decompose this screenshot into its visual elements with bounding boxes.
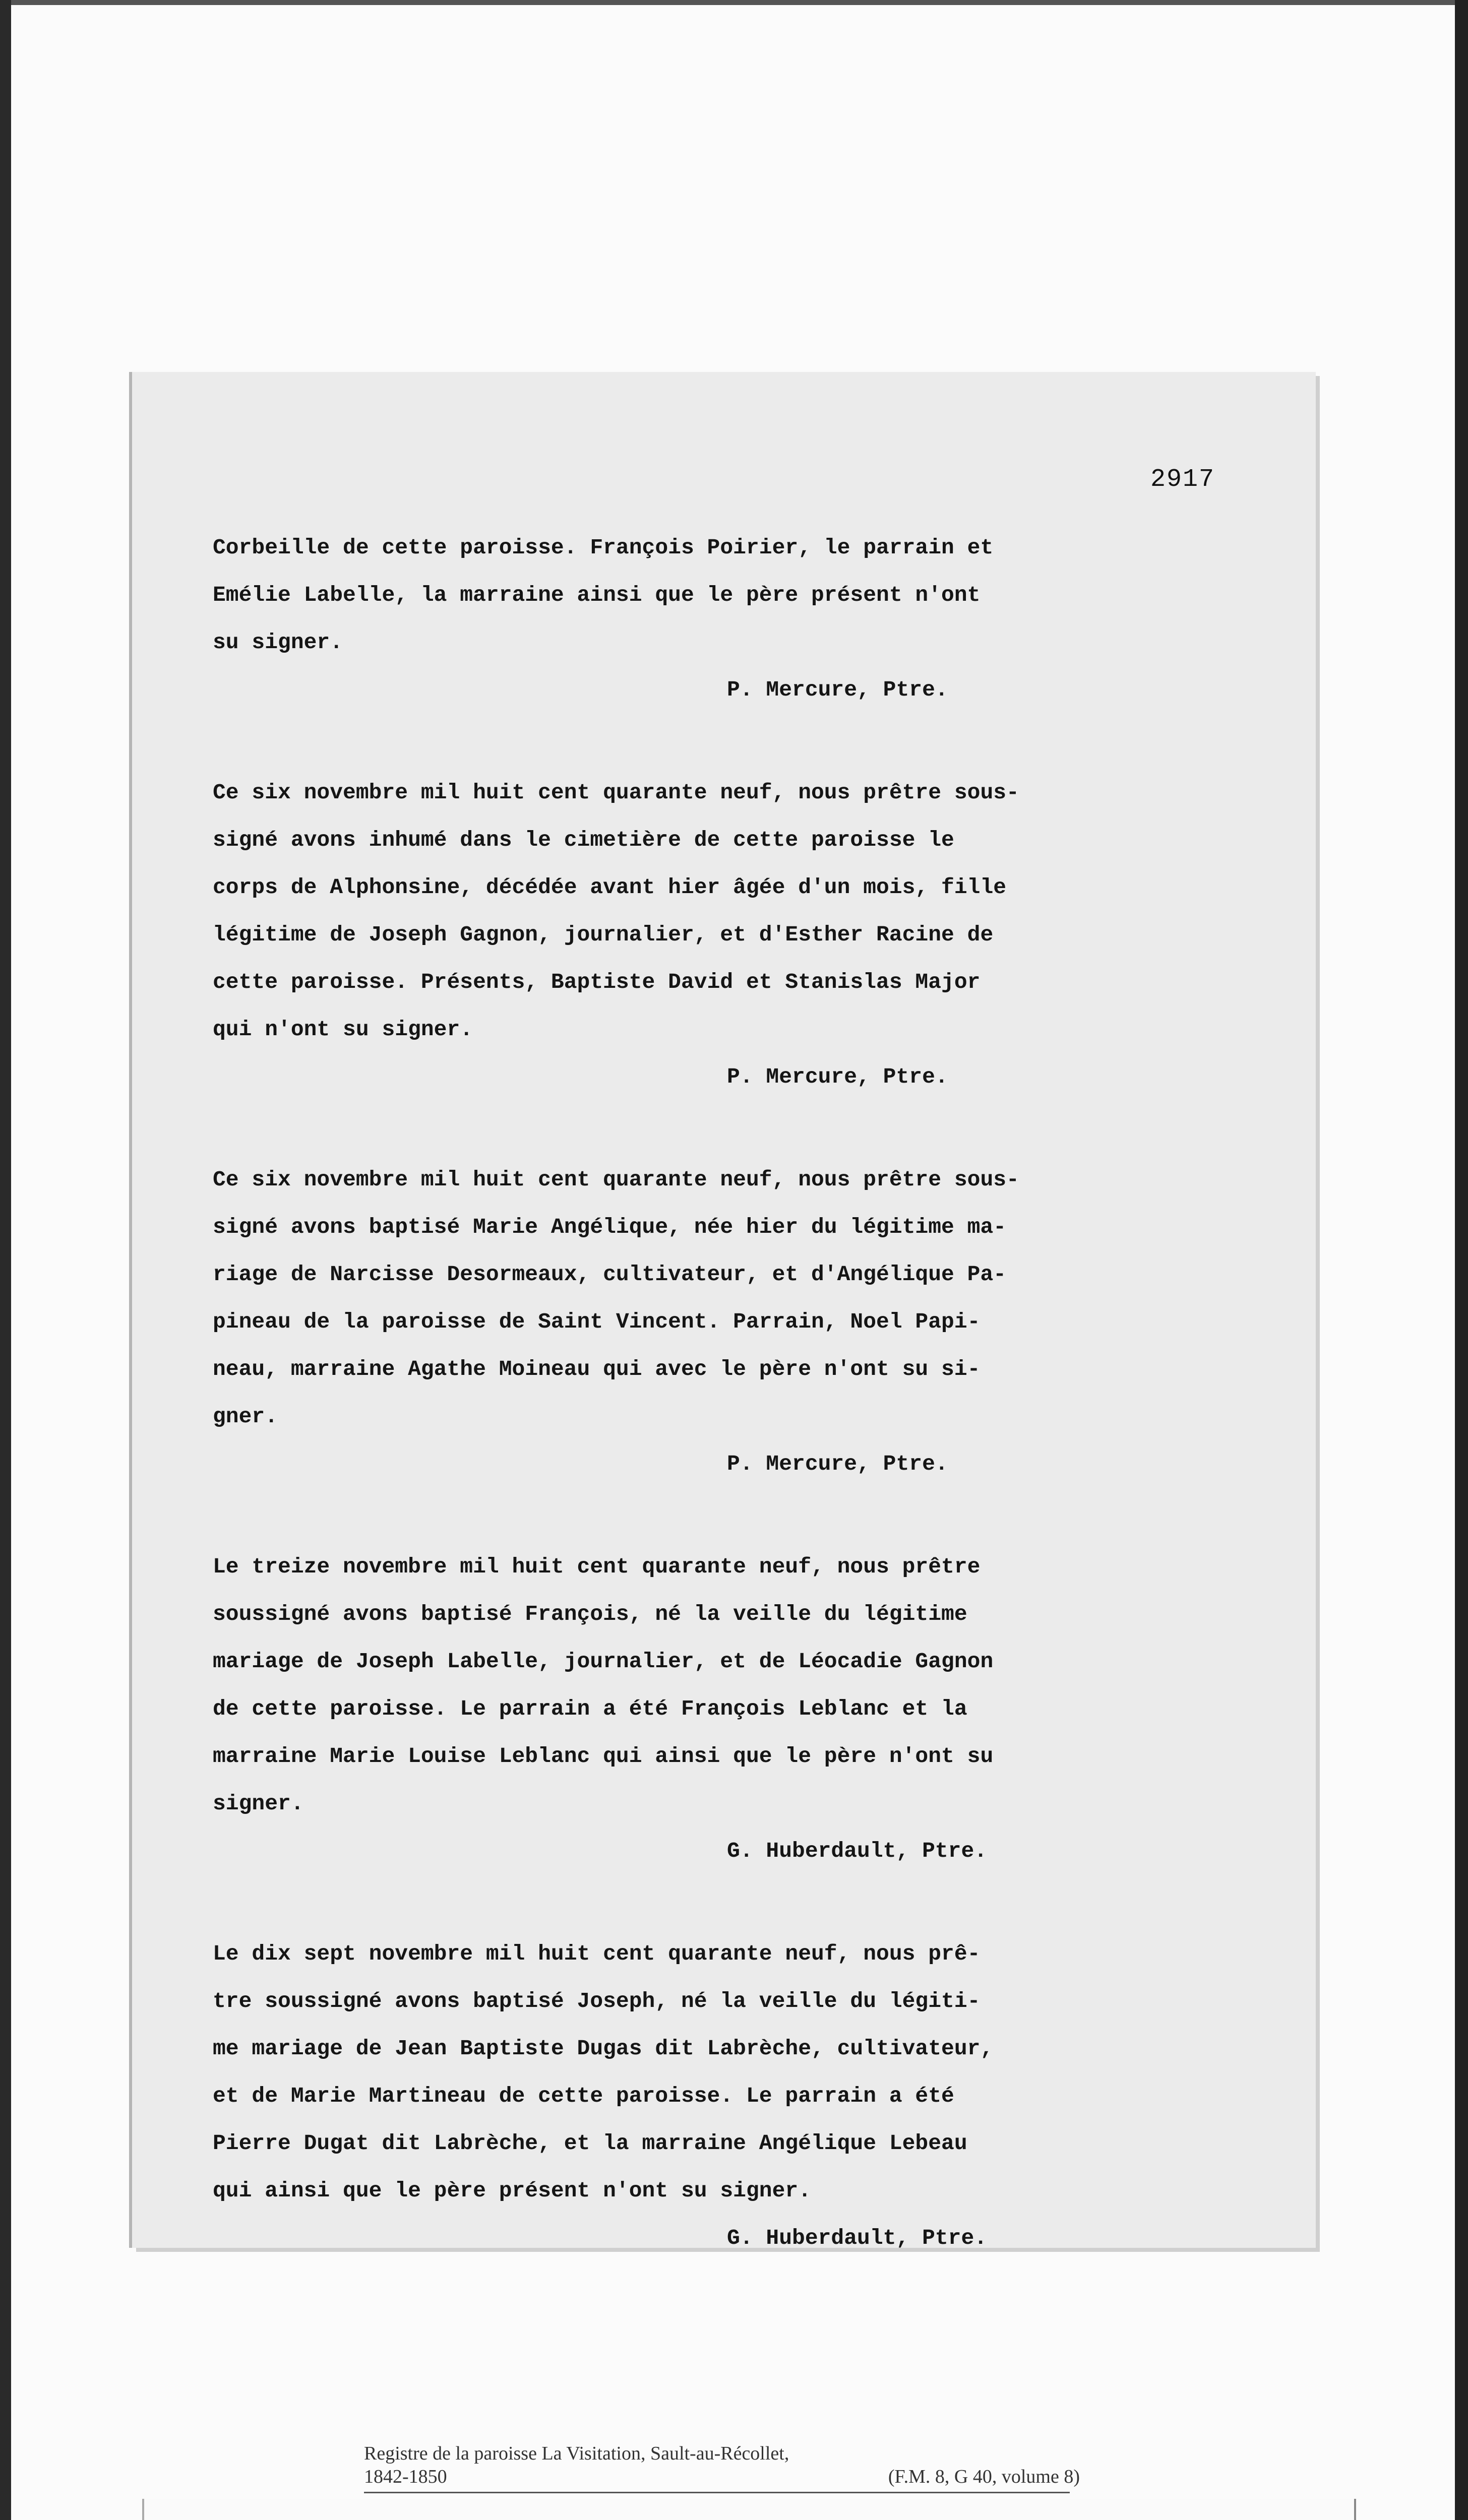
caption-line-2 [364,2465,1080,2488]
entry-line: de cette paroisse. Le parrain a été François Leblanc et la [213,1696,967,1721]
film-edge-right [1455,0,1468,2520]
caption-divider [364,2492,1070,2493]
archives-stamp [142,2499,1356,2520]
entry-line: Emélie Labelle, la marraine ainsi que le père présent n'ont [213,583,981,607]
entry-line: Corbeille de cette paroisse. François Poirier, le parrain et [213,535,994,560]
caption-line-1 [364,2442,1080,2465]
entry-signature: G. Huberdault, Ptre. [727,2226,988,2250]
entry-line: qui ainsi que le père présent n'ont su signer. [213,2178,811,2203]
film-edge-top [0,0,1468,5]
entry-line: tre soussigné avons baptisé Joseph, né la veille du légiti- [213,1989,981,2013]
entry-line: cette paroisse. Présents, Baptiste David et Stanislas Major [213,970,981,994]
film-edge-left [0,0,11,2520]
register-entries [213,524,1261,2317]
entry-line: et de Marie Martineau de cette paroisse. Le parrain a été [213,2084,954,2108]
caption-title: Registre de la paroisse La Visitation, Sault-au-Récollet, [364,2443,789,2464]
entry-line: Le treize novembre mil huit cent quarante neuf, nous prêtre [213,1554,981,1579]
register-entry [213,1156,1261,1488]
register-entry [213,1543,1261,1875]
register-caption [364,2442,1080,2488]
entry-line: légitime de Joseph Gagnon, journalier, et d'Esther Racine de [213,922,994,947]
entry-line: neau, marraine Agathe Moineau qui avec le père n'ont su si- [213,1357,981,1381]
entry-line: signé avons inhumé dans le cimetière de cette paroisse le [213,828,954,852]
entry-line: me mariage de Jean Baptiste Dugas dit Labrèche, cultivateur, [213,2036,994,2061]
entry-line: gner. [213,1404,278,1429]
entry-signature: P. Mercure, Ptre. [727,1064,948,1089]
caption-reference: (F.M. 8, G 40, volume 8) [888,2466,1080,2487]
entry-signature: P. Mercure, Ptre. [727,1452,948,1476]
entry-line: Pierre Dugat dit Labrèche, et la marraine Angélique Lebeau [213,2131,967,2156]
entry-signature: G. Huberdault, Ptre. [727,1839,988,1863]
entry-signature: P. Mercure, Ptre. [727,677,948,702]
entry-line: signé avons baptisé Marie Angélique, née hier du légitime ma- [213,1215,1007,1239]
register-entry [213,524,1261,714]
entry-line: Le dix sept novembre mil huit cent quarante neuf, nous prê- [213,1941,981,1966]
entry-line: riage de Narcisse Desormeaux, cultivateur, et d'Angélique Pa- [213,1262,1007,1287]
caption-dates: 1842-1850 [364,2466,447,2487]
entry-line: pineau de la paroisse de Saint Vincent. Parrain, Noel Papi- [213,1309,981,1334]
entry-line: signer. [213,1791,304,1816]
entry-line: Ce six novembre mil huit cent quarante neuf, nous prêtre sous- [213,780,1019,805]
entry-line: marraine Marie Louise Leblanc qui ainsi que le père n'ont su [213,1744,994,1769]
entry-line: su signer. [213,630,343,655]
entry-line: soussigné avons baptisé François, né la veille du légitime [213,1602,967,1626]
entry-line: qui n'ont su signer. [213,1017,473,1042]
entry-line: mariage de Joseph Labelle, journalier, et de Léocadie Gagnon [213,1649,994,1674]
entry-line: corps de Alphonsine, décédée avant hier âgée d'un mois, fille [213,875,1007,900]
entry-line: Ce six novembre mil huit cent quarante neuf, nous prêtre sous- [213,1167,1019,1192]
register-entry [213,769,1261,1101]
page-number: 2917 [1150,465,1215,494]
register-entry [213,1930,1261,2262]
